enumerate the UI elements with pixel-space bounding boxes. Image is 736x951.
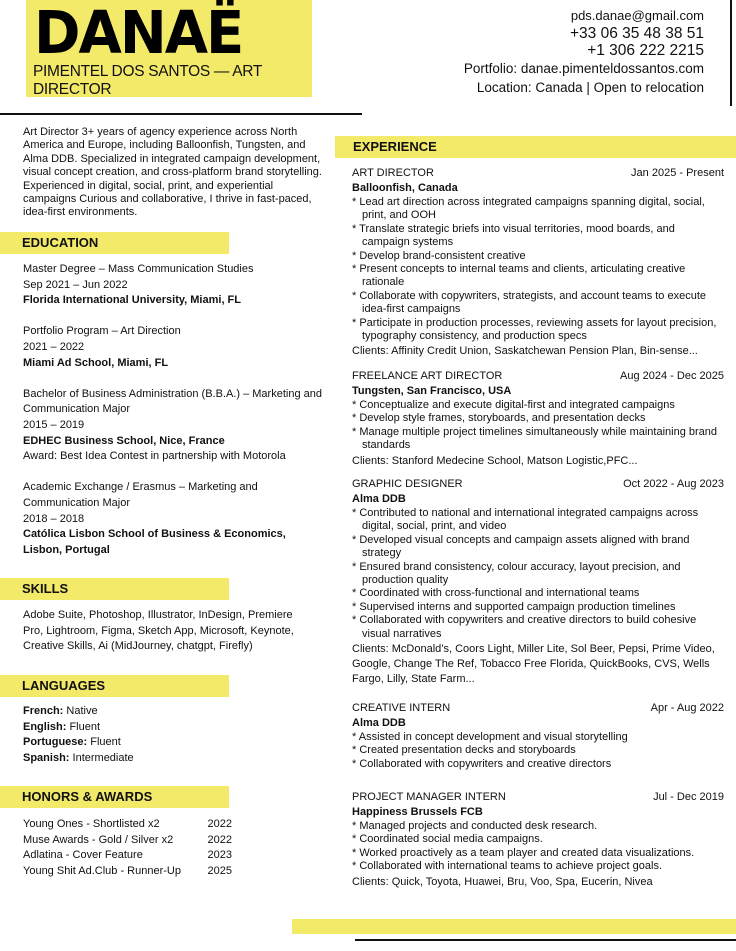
- job-clients: Clients: Affinity Credit Union, Saskatchewan Pension Plan, Bin-sense...: [352, 345, 698, 358]
- phone-2: +1 306 222 2215: [587, 42, 704, 59]
- education-line: 2018 – 2018: [23, 512, 85, 525]
- horizontal-divider: [0, 113, 362, 115]
- job-header: [352, 369, 724, 384]
- job-bullet: * Collaborated with copywriters and creative directors: [352, 757, 612, 770]
- honor-title: Muse Awards - Gold / Silver x2: [23, 833, 174, 846]
- education-item: [23, 262, 323, 309]
- honor-title: Young Ones - Shortlisted x2: [23, 818, 160, 830]
- language-level: Fluent: [69, 720, 101, 733]
- vertical-divider: [730, 0, 732, 106]
- job-bullet: * Managed projects and conducted desk research.: [352, 820, 598, 832]
- job-bullet: * Manage multiple project timelines simultaneously while maintaining brand standards: [352, 425, 718, 452]
- job-clients: Clients: Quick, Toyota, Huawei, Bru, Voo, Spa, Eucerin, Nivea: [352, 875, 653, 888]
- language-name: French:: [23, 705, 64, 717]
- honor-item: [23, 848, 232, 864]
- job-bullet: * Conceptualize and execute digital-first and integrated campaigns: [352, 399, 675, 411]
- honor-year: 2023: [207, 849, 232, 862]
- job-dates: Oct 2022 - Aug 2023: [623, 478, 724, 490]
- education-line: Academic Exchange / Erasmus – Marketing and Communication Major: [23, 481, 258, 509]
- education-school: Florida International University, Miami, FL: [23, 294, 241, 307]
- education-line: Master Degree – Mass Communication Studies: [23, 263, 254, 275]
- job-bullet: * Created presentation decks and storyboards: [352, 744, 576, 757]
- job-title: PROJECT MANAGER INTERN: [352, 791, 506, 803]
- language-name: English:: [23, 720, 67, 733]
- languages-list: [23, 704, 323, 766]
- spacer: [23, 465, 323, 481]
- job-bullet: * Collaborate with copywriters, strategists, and account teams to execute idea-first campaigns: [352, 289, 707, 316]
- job-bullet: * Participate in production processes, reviewing assets for layout precision, typography consistency, and production specs: [352, 316, 717, 343]
- honor-item: [23, 864, 232, 880]
- job-header: [352, 166, 724, 181]
- education-school: Miami Ad School, Miami, FL: [23, 356, 169, 369]
- location: Location: Canada | Open to relocation: [476, 80, 704, 95]
- honor-item: [23, 817, 232, 833]
- job-bullet: * Coordinated social media campaigns.: [352, 833, 543, 846]
- education-school: EDHEC Business School, Nice, France: [23, 434, 225, 447]
- education-item: [23, 480, 323, 558]
- summary: Art Director 3+ years of agency experience across North America and Europe, including Balloonfish, Tungsten, and Alma DDB. Specialized in integrated campaign development, visual concept creation, and cross-platform brand storytelling. Experienced in digital, social, print, and experiential campaigns Curious and collaborative, I thrive in fast-paced, idea-first environments.: [23, 126, 322, 219]
- honors-heading: HONORS & AWARDS: [0, 786, 229, 808]
- education-list: [23, 262, 323, 558]
- language-level: Intermediate: [72, 751, 134, 764]
- language-item: [23, 704, 323, 720]
- education-award: Award: Best Idea Contest in partnership with Motorola: [23, 450, 286, 463]
- job-clients: Clients: Stanford Medecine School, Matson Logistic,PFC...: [352, 454, 638, 467]
- job-bullet: * Translate strategic briefs into visual territories, mood boards, and campaign systems: [352, 222, 675, 249]
- portfolio-link[interactable]: Portfolio: danae.pimenteldossantos.com: [463, 61, 704, 76]
- education-line: 2015 – 2019: [23, 418, 85, 431]
- job-entry: [352, 701, 724, 771]
- languages-heading: LANGUAGES: [0, 675, 229, 697]
- education-item: [23, 387, 323, 465]
- job-bullet: * Worked proactively as a team player and created data visualizations.: [352, 846, 695, 859]
- job-bullet: * Contributed to national and international integrated campaigns across digital, social, print, and video: [352, 507, 699, 533]
- job-company: Alma DDB: [352, 717, 406, 729]
- job-bullet: * Collaborated with international teams to achieve project goals.: [352, 860, 663, 873]
- footer-accent-bar: [292, 919, 736, 934]
- name-title: DANAË: [34, 0, 243, 68]
- honor-year: 2022: [207, 818, 232, 830]
- language-name: Spanish:: [23, 751, 70, 764]
- footer-divider: [355, 939, 736, 941]
- job-header: [352, 790, 724, 805]
- job-entry: [352, 477, 724, 687]
- job-company: Balloonfish, Canada: [352, 182, 458, 194]
- language-level: Fluent: [90, 736, 121, 749]
- education-line: Portfolio Program – Art Direction: [23, 325, 181, 338]
- job-header: [352, 701, 724, 716]
- education-school: Católica Lisbon School of Business & Economics, Lisbon, Portugal: [23, 528, 286, 556]
- honors-list: [23, 817, 323, 879]
- language-name: Portuguese:: [23, 736, 88, 749]
- education-item: [23, 324, 323, 371]
- email-link[interactable]: pds.danae@gmail.com: [570, 8, 704, 23]
- job-bullet: * Collaborated with copywriters and creative directors to build cohesive visual narratives: [352, 614, 697, 640]
- honor-year: 2025: [207, 864, 232, 877]
- spacer: [23, 371, 323, 387]
- job-clients: Clients: McDonald’s, Coors Light, Miller Lite, Sol Beer, Pepsi, Prime Video, Google, Change The Ref, Tobacco Free Florida, QuickBooks, CVS, Wells Fargo, Lilly, State Farm...: [352, 643, 715, 686]
- honor-title: Young Shit Ad.Club - Runner-Up: [23, 864, 181, 877]
- job-header: [352, 477, 724, 492]
- education-line: Bachelor of Business Administration (B.B.A.) – Marketing and Communication Major: [23, 387, 322, 416]
- job-bullet: * Present concepts to internal teams and clients, articulating creative rationale: [352, 263, 686, 289]
- job-dates: Jan 2025 - Present: [631, 167, 724, 179]
- education-line: 2021 – 2022: [23, 340, 85, 353]
- language-item: [23, 735, 323, 751]
- job-company: Tungsten, San Francisco, USA: [352, 385, 512, 397]
- skills-text: Adobe Suite, Photoshop, Illustrator, InDesign, Premiere Pro, Lightroom, Figma, Sketch App, Microsoft, Keynote, Creative Skills, Ai (MidJourney, chatgpt, Firefly): [23, 609, 294, 653]
- job-title: FREELANCE ART DIRECTOR: [352, 370, 503, 382]
- job-bullet: * Developed visual concepts and campaign assets aligned with brand strategy: [352, 533, 690, 560]
- honor-title: Adlatina - Cover Feature: [23, 849, 143, 862]
- job-entry: [352, 166, 724, 359]
- job-bullet: * Lead art direction across integrated campaigns spanning digital, social, print, and OOH: [352, 196, 705, 222]
- honor-year: 2022: [207, 833, 232, 846]
- job-entry: [352, 369, 724, 469]
- job-dates: Aug 2024 - Dec 2025: [620, 370, 724, 382]
- job-title: CREATIVE INTERN: [352, 702, 451, 714]
- job-bullet: * Develop brand-consistent creative: [352, 249, 526, 262]
- job-bullet: * Develop style frames, storyboards, and presentation decks: [352, 412, 646, 425]
- subtitle: PIMENTEL DOS SANTOS — ART DIRECTOR: [33, 63, 262, 98]
- job-dates: Jul - Dec 2019: [653, 791, 724, 803]
- phone-1: +33 06 35 48 38 51: [569, 25, 704, 42]
- job-dates: Apr - Aug 2022: [650, 702, 724, 714]
- education-heading: EDUCATION: [0, 232, 229, 254]
- job-bullet: * Coordinated with cross-functional and international teams: [352, 587, 640, 600]
- job-entry: [352, 790, 724, 890]
- job-title: GRAPHIC DESIGNER: [352, 478, 463, 490]
- job-company: Happiness Brussels FCB: [352, 806, 483, 818]
- skills-heading: SKILLS: [0, 578, 229, 600]
- job-bullet: * Supervised interns and supported campaign production timelines: [352, 600, 676, 613]
- job-title: ART DIRECTOR: [352, 167, 434, 179]
- contact-info: [464, 7, 704, 97]
- job-bullet: * Ensured brand consistency, colour accuracy, layout precision, and production quality: [352, 560, 681, 587]
- name-banner: [26, 0, 312, 97]
- spacer: [23, 309, 323, 325]
- honor-item: [23, 833, 232, 849]
- job-bullet: * Assisted in concept development and visual storytelling: [352, 731, 628, 743]
- language-item: [23, 720, 323, 736]
- language-level: Native: [66, 705, 98, 717]
- experience-heading: EXPERIENCE: [335, 136, 736, 158]
- job-company: Alma DDB: [352, 493, 406, 505]
- education-line: Sep 2021 – Jun 2022: [23, 278, 128, 291]
- language-item: [23, 751, 323, 767]
